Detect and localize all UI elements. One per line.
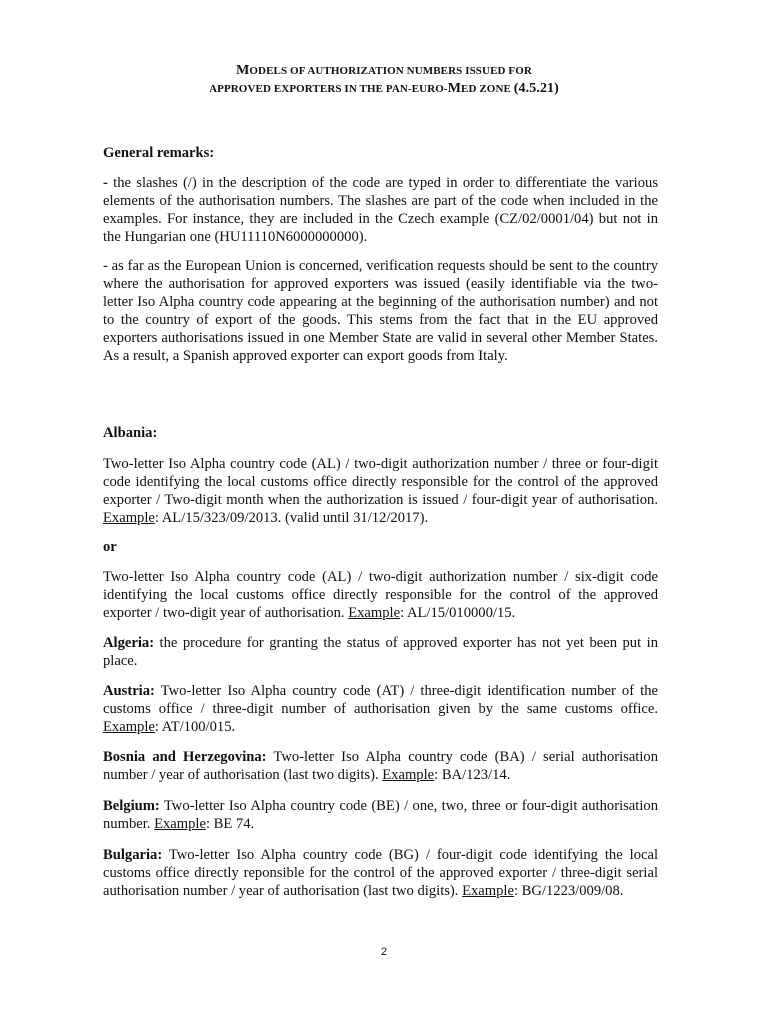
albania-or: or [103, 539, 117, 555]
document-title-line-1: MODELS OF AUTHORIZATION NUMBERS ISSUED FOR [236, 63, 532, 78]
general-remarks-heading: General remarks: [103, 145, 215, 161]
example-label: Example [348, 605, 401, 621]
general-remarks-paragraph-2: - as far as the European Union is concerned, verification requests should be sent to the country where the authorisation for approved exporters was issued (easily identifiable via the two-letter Iso Alpha country code appearing at the beginning of the authorisation number) and not to the country of export of the goods. This stems from the fact that in the EU approved exporters authorisations issued in one Member State are valid in several other Member States. As a result, a Spanish approved exporter can export goods from Italy. [103, 258, 658, 364]
document-title-line-2: APPROVED EXPORTERS IN THE PAN-EURO-MED ZONE (4.5.21) [209, 81, 559, 96]
algeria-heading: Algeria: [103, 635, 155, 651]
algeria-paragraph: Algeria: the procedure for granting the status of approved exporter has not yet been put in place. [103, 635, 658, 669]
example-label: Example [382, 767, 435, 783]
austria-heading: Austria: [103, 683, 155, 699]
example-label: Example [103, 510, 155, 526]
bulgaria-paragraph: Bulgaria: Two-letter Iso Alpha country code (BG) / four-digit code identifying the local customs office directly reponsible for the control of the approved exporter / three-digit serial authorisation number / year of authorisation (last two digits). Example: BG/1223/009/08. [103, 847, 658, 899]
example-label: Example [154, 816, 206, 832]
page-number: 2 [380, 946, 388, 958]
bulgaria-heading: Bulgaria: [103, 847, 163, 863]
bosnia-paragraph: Bosnia and Herzegovina: Two-letter Iso Alpha country code (BA) / serial authorisation number / year of authorisation (last two digits). Example: BA/123/14. [103, 749, 659, 783]
belgium-paragraph: Belgium: Two-letter Iso Alpha country code (BE) / one, two, three or four-digit authorisation number. Example: BE 74. [103, 798, 658, 832]
albania-paragraph-1: Two-letter Iso Alpha country code (AL) / two-digit authorization number / three or four-digit code identifying the local customs office directly responsible for the control of the approved exporter / Two-digit month when the authorization is issued / four-digit year of authorisation. Example: AL/15/323/09/2013. (valid until 31/12/2017). [103, 456, 658, 526]
general-remarks-paragraph-1: - the slashes (/) in the description of the code are typed in order to differentiate the various elements of the authorisation numbers. The slashes are part of the code when included in the examples. For instance, they are included in the Czech example (CZ/02/0001/04) but not in the Hungarian one (HU11110N6000000000). [103, 175, 658, 245]
section-reference: (4.5.21) [513, 81, 559, 96]
austria-paragraph: Austria: Two-letter Iso Alpha country code (AT) / three-digit identification number of the customs office / three-digit number of authorisation given by the same customs office. Example: AT/100/015. [103, 683, 658, 735]
albania-heading: Albania: [103, 425, 158, 441]
bosnia-heading: Bosnia and Herzegovina: [103, 749, 267, 765]
example-label: Example [103, 719, 155, 735]
example-label: Example [462, 883, 514, 899]
albania-paragraph-2: Two-letter Iso Alpha country code (AL) / two-digit authorization number / six-digit code identifying the local customs office directly responsible for the control of the approved exporter / two-digit year of authorisation. Example: AL/15/010000/15. [103, 569, 658, 621]
belgium-heading: Belgium: [103, 798, 160, 814]
